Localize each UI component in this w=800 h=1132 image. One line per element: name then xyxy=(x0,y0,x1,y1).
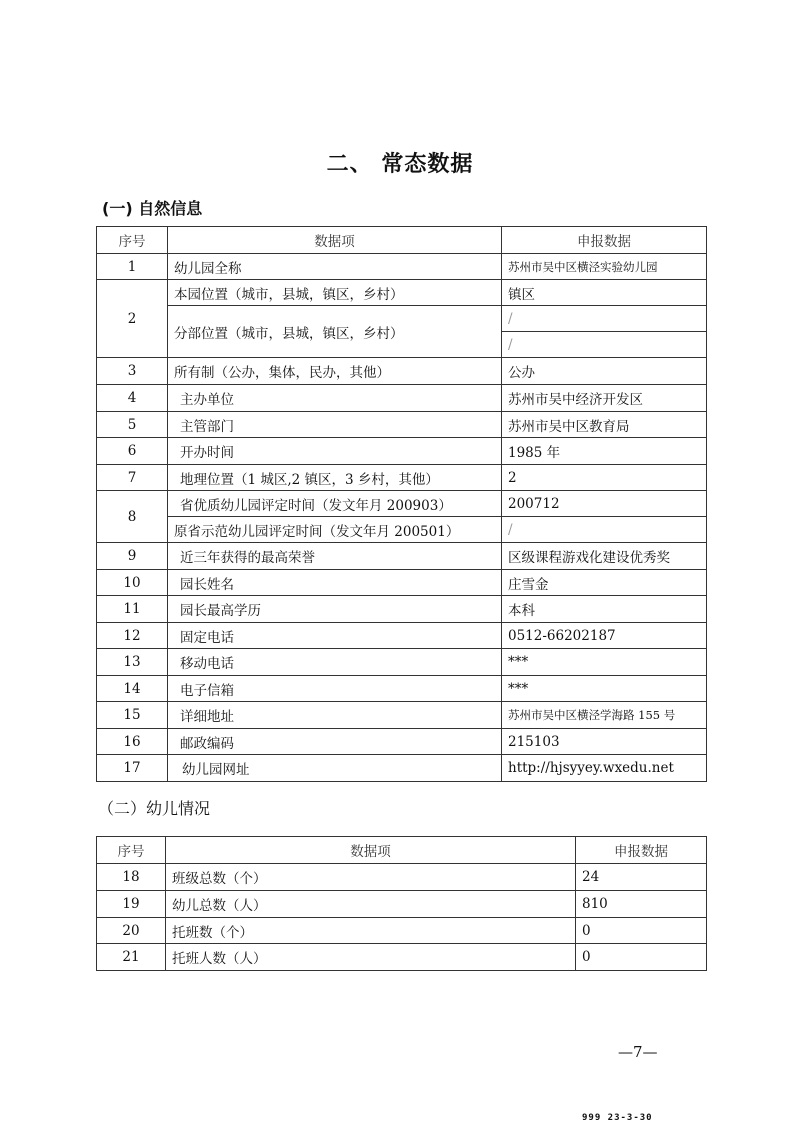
table-row xyxy=(97,864,707,891)
header-value: 申报数据 xyxy=(502,227,707,254)
row-no: 6 xyxy=(97,438,168,465)
row-no: 17 xyxy=(97,755,168,782)
row-item: 园长姓名 xyxy=(168,570,502,596)
row-no: 4 xyxy=(97,385,168,412)
table-row xyxy=(97,729,707,755)
table-row xyxy=(97,306,707,332)
row-value: 0512-66202187 xyxy=(502,623,707,649)
table-row xyxy=(97,412,707,438)
row-no: 3 xyxy=(97,358,168,385)
table-row xyxy=(97,491,707,517)
row-item: 邮政编码 xyxy=(168,729,502,755)
row-value: *** xyxy=(502,676,707,702)
footer-code: 999 23-3-30 xyxy=(582,1113,653,1123)
row-item: 电子信箱 xyxy=(168,676,502,702)
row-value: / xyxy=(502,306,707,332)
row-value: / xyxy=(502,517,707,543)
table-row xyxy=(97,649,707,676)
row-value: *** xyxy=(502,649,707,676)
table-row xyxy=(97,702,707,729)
row-value: 0 xyxy=(576,944,707,971)
header-item: 数据项 xyxy=(166,837,576,864)
page-number: —7— xyxy=(618,1043,658,1061)
row-value: 区级课程游戏化建设优秀奖 xyxy=(502,543,707,570)
row-item: 地理位置（1 城区,2 镇区，3 乡村，其他） xyxy=(168,465,502,491)
row-value: 1985 年 xyxy=(502,438,707,465)
row-no: 11 xyxy=(97,596,168,623)
row-item: 幼儿总数（人） xyxy=(166,891,576,918)
row-value: 苏州市吴中区横泾学海路 155 号 xyxy=(502,702,707,729)
table-row xyxy=(97,755,707,782)
table-row xyxy=(97,891,707,918)
header-item: 数据项 xyxy=(168,227,502,254)
row-no: 16 xyxy=(97,729,168,755)
table-row xyxy=(97,438,707,465)
table-row xyxy=(97,280,707,306)
row-item: 园长最高学历 xyxy=(168,596,502,623)
row-item: 本园位置（城市，县城，镇区，乡村） xyxy=(168,280,502,306)
row-no: 21 xyxy=(97,944,166,971)
row-value: 苏州市吴中区横泾实验幼儿园 xyxy=(502,254,707,280)
row-item: 幼儿园全称 xyxy=(168,254,502,280)
row-item: 详细地址 xyxy=(168,702,502,729)
row-value: 苏州市吴中区教育局 xyxy=(502,412,707,438)
row-value: 0 xyxy=(576,918,707,944)
section-title-natural-info: (一) 自然信息 xyxy=(102,199,203,218)
row-value: 810 xyxy=(576,891,707,918)
table-header-row xyxy=(97,837,707,864)
header-no: 序号 xyxy=(97,837,166,864)
section-title-children-info: （二）幼儿情况 xyxy=(98,799,211,818)
row-item: 近三年获得的最高荣誉 xyxy=(168,543,502,570)
children-info-table xyxy=(96,836,707,971)
table-row xyxy=(97,676,707,702)
row-no: 15 xyxy=(97,702,168,729)
row-item: 所有制（公办，集体，民办，其他） xyxy=(168,358,502,385)
row-no: 8 xyxy=(97,491,168,543)
table-row xyxy=(97,623,707,649)
row-no: 18 xyxy=(97,864,166,891)
table-row xyxy=(97,944,707,971)
row-item: 移动电话 xyxy=(168,649,502,676)
table-row xyxy=(97,254,707,280)
row-value: http://hjsyyey.wxedu.net xyxy=(502,755,707,782)
row-no: 19 xyxy=(97,891,166,918)
row-item: 主管部门 xyxy=(168,412,502,438)
row-value: 2 xyxy=(502,465,707,491)
row-no: 5 xyxy=(97,412,168,438)
table-header-row xyxy=(97,227,707,254)
header-no: 序号 xyxy=(97,227,168,254)
row-item: 班级总数（个） xyxy=(166,864,576,891)
header-value: 申报数据 xyxy=(576,837,707,864)
table-row xyxy=(97,517,707,543)
row-item: 托班数（个） xyxy=(166,918,576,944)
row-no: 20 xyxy=(97,918,166,944)
row-item: 托班人数（人） xyxy=(166,944,576,971)
table-row xyxy=(97,358,707,385)
row-item: 原省示范幼儿园评定时间（发文年月 200501） xyxy=(168,517,502,543)
table-row xyxy=(97,465,707,491)
row-no: 12 xyxy=(97,623,168,649)
row-item: 幼儿园网址 xyxy=(168,755,502,782)
table-row xyxy=(97,570,707,596)
table-row xyxy=(97,918,707,944)
row-no: 7 xyxy=(97,465,168,491)
row-item: 主办单位 xyxy=(168,385,502,412)
row-item: 固定电话 xyxy=(168,623,502,649)
row-no: 14 xyxy=(97,676,168,702)
table-row xyxy=(97,543,707,570)
row-no: 13 xyxy=(97,649,168,676)
row-no: 2 xyxy=(97,280,168,358)
table-row xyxy=(97,385,707,412)
natural-info-table xyxy=(96,226,707,782)
row-value: 庄雪金 xyxy=(502,570,707,596)
row-value: 本科 xyxy=(502,596,707,623)
row-value: 镇区 xyxy=(502,280,707,306)
page-title: 二、 常态数据 xyxy=(326,152,474,177)
row-item: 开办时间 xyxy=(168,438,502,465)
row-value: 200712 xyxy=(502,491,707,517)
table-row xyxy=(97,596,707,623)
row-value: 215103 xyxy=(502,729,707,755)
row-no: 9 xyxy=(97,543,168,570)
row-item: 省优质幼儿园评定时间（发文年月 200903） xyxy=(168,491,502,517)
row-value: 24 xyxy=(576,864,707,891)
row-value: 公办 xyxy=(502,358,707,385)
row-value: 苏州市吴中经济开发区 xyxy=(502,385,707,412)
row-item: 分部位置（城市，县城，镇区，乡村） xyxy=(168,306,502,358)
row-value: / xyxy=(502,332,707,358)
row-no: 1 xyxy=(97,254,168,280)
row-no: 10 xyxy=(97,570,168,596)
